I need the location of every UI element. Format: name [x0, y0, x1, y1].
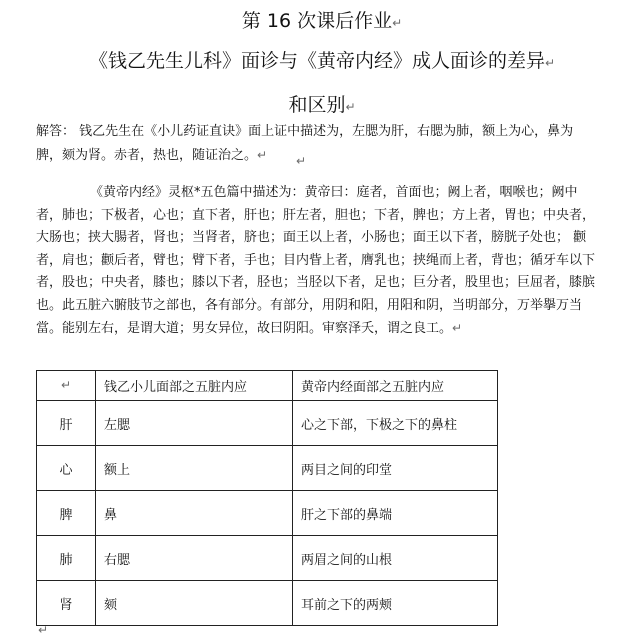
- table-row: [37, 446, 498, 491]
- paragraph-mark: ↵: [544, 56, 556, 70]
- adult-location-cell: 两眉之间的山根: [293, 536, 498, 581]
- organ-cell: 肝: [37, 401, 96, 446]
- comparison-table: [36, 370, 498, 626]
- paragraph-mark: ↵: [345, 100, 356, 114]
- page-title: [0, 6, 644, 33]
- subtitle: [0, 46, 644, 73]
- subtitle-continued: [0, 90, 644, 117]
- table-header-cell: 黄帝内经面部之五脏内应: [293, 371, 498, 401]
- child-location-cell: 颏: [96, 581, 293, 626]
- title-line-1: 第 16 次课后作业: [241, 10, 393, 32]
- table-row: [37, 536, 498, 581]
- table-header-cell: ↵: [37, 371, 96, 401]
- organ-cell: 心: [37, 446, 96, 491]
- empty-paragraph: [296, 150, 644, 174]
- table-header-cell: 钱乙小儿面部之五脏内应: [96, 371, 293, 401]
- title-line-3: 和区别: [288, 94, 346, 116]
- paragraph-mark: ↵: [38, 623, 49, 637]
- table-header-row: [37, 371, 498, 401]
- adult-location-cell: 两目之间的印堂: [293, 446, 498, 491]
- paragraph-mark: ↵: [257, 147, 268, 162]
- table-row: [37, 491, 498, 536]
- paragraph-mark: ↵: [452, 321, 463, 335]
- table-row: [37, 581, 498, 626]
- organ-cell: 肾: [37, 581, 96, 626]
- adult-location-cell: 耳前之下的两颊: [293, 581, 498, 626]
- adult-location-cell: 肝之下部的鼻端: [293, 491, 498, 536]
- child-location-cell: 左腮: [96, 401, 293, 446]
- quote-paragraph: [36, 182, 596, 341]
- organ-cell: 脾: [37, 491, 96, 536]
- answer-text: 解答： 钱乙先生在《小儿药证直诀》面上证中描述为，左腮为肝，右腮为肺，额上为心，鼻为脾，颏为肾。赤者，热也，随证治之。: [36, 124, 574, 163]
- end-paragraph: [38, 619, 48, 638]
- adult-location-cell: 心之下部，下极之下的鼻柱: [293, 401, 498, 446]
- child-location-cell: 右腮: [96, 536, 293, 581]
- child-location-cell: 鼻: [96, 491, 293, 536]
- table-row: [37, 401, 498, 446]
- organ-cell: 肺: [37, 536, 96, 581]
- paragraph-mark: ↵: [296, 154, 307, 168]
- paragraph-mark: ↵: [392, 16, 403, 30]
- title-line-2: 《钱乙先生儿科》面诊与《黄帝内经》成人面诊的差异: [88, 50, 545, 72]
- child-location-cell: 额上: [96, 446, 293, 491]
- quote-text: 《黄帝内经》灵枢*五色篇中描述为：黄帝曰：庭者，首面也；阙上者，咽喉也；阙中者，肺也；下极者，心也；直下者，肝也；肝左者，胆也；下者，脾也；方上者，胃也；中央者，大肠也；挟大腸者，肾也；当肾者，脐也；面王以上者，小肠也；面王以下者，膀胱子处也； 颧者，肩也；颧后者，臂也；臂下者，手也；目内眥上者，膺乳也；挟绳而上者，背也；循牙车以下者，股也；中央者，膝也；膝以下者，胫也；当胫以下者，足也；巨分者，股里也；巨屈者，膝膑也。此五脏六腑肢节之部也，各有部分。有部分，用阴和阳，用阳和阴，当明部分，万举擧万当當。能别左右，是谓大道；男女异位，故曰阴阳。审察泽夭，谓之良工。: [36, 185, 596, 336]
